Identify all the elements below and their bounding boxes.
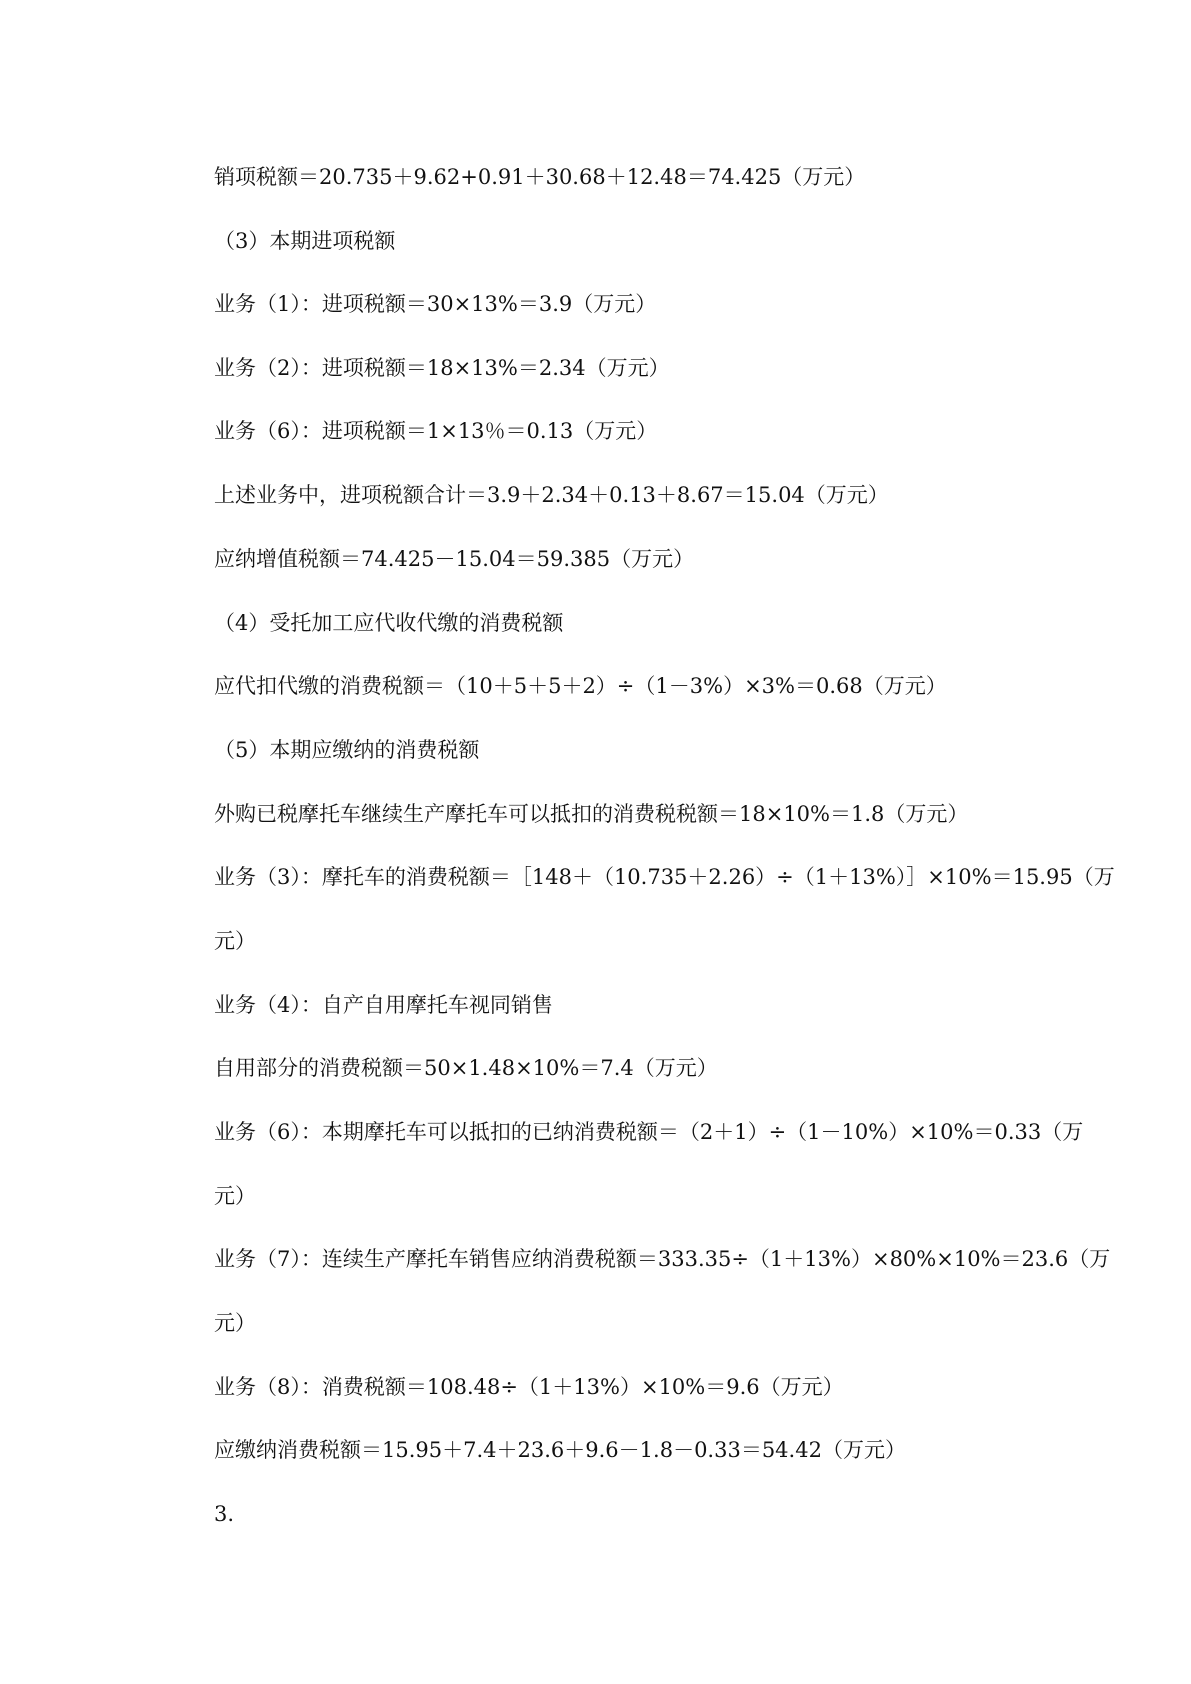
- section-4-heading: （4）受托加工应代收代缴的消费税额: [214, 611, 564, 635]
- withholding-excise-line: 应代扣代缴的消费税额＝（10＋5＋5＋2）÷（1－3%）×3%＝0.68（万元）: [214, 674, 947, 698]
- excise-business-3-cont: 元）: [214, 929, 256, 953]
- excise-business-8: 业务（8）：消费税额＝108.48÷（1＋13%）×10%＝9.6（万元）: [214, 1375, 844, 1399]
- input-tax-business-2: 业务（2）：进项税额＝18×13%＝2.34（万元）: [214, 356, 670, 380]
- input-tax-business-6: 业务（6）：进项税额＝1×13％＝0.13（万元）: [214, 419, 658, 443]
- excise-payable-total: 应缴纳消费税额＝15.95＋7.4＋23.6＋9.6－1.8－0.33＝54.42（万元）: [214, 1438, 906, 1462]
- excise-business-4: 业务（4）：自产自用摩托车视同销售: [214, 993, 553, 1017]
- excise-business-7-cont: 元）: [214, 1311, 256, 1335]
- input-tax-business-1: 业务（1）：进项税额＝30×13%＝3.9（万元）: [214, 292, 657, 316]
- section-5-heading: （5）本期应缴纳的消费税额: [214, 738, 480, 762]
- excise-business-6-cont: 元）: [214, 1184, 256, 1208]
- output-tax-line: 销项税额＝20.735＋9.62+0.91＋30.68＋12.48＝74.425（万元）: [214, 165, 866, 189]
- deductible-excise-line: 外购已税摩托车继续生产摩托车可以抵扣的消费税税额＝18×10%＝1.8（万元）: [214, 802, 969, 826]
- self-use-excise-line: 自用部分的消费税额＝50×1.48×10%＝7.4（万元）: [214, 1056, 718, 1080]
- item-3-number: 3.: [214, 1502, 235, 1526]
- excise-business-6: 业务（6）：本期摩托车可以抵扣的已纳消费税额＝（2＋1）÷（1－10%）×10%＝0.33（万: [214, 1120, 1084, 1144]
- input-tax-total: 上述业务中，进项税额合计＝3.9＋2.34＋0.13＋8.67＝15.04（万元）: [214, 483, 889, 507]
- excise-business-3: 业务（3）：摩托车的消费税额＝［148＋（10.735＋2.26）÷（1＋13%）］×10%＝15.95（万: [214, 865, 1115, 889]
- vat-payable-line: 应纳增值税额＝74.425－15.04＝59.385（万元）: [214, 547, 695, 571]
- excise-business-7: 业务（7）：连续生产摩托车销售应纳消费税额＝333.35÷（1＋13%）×80%×10%＝23.6（万: [214, 1247, 1111, 1271]
- section-3-heading: （3）本期进项税额: [214, 229, 396, 253]
